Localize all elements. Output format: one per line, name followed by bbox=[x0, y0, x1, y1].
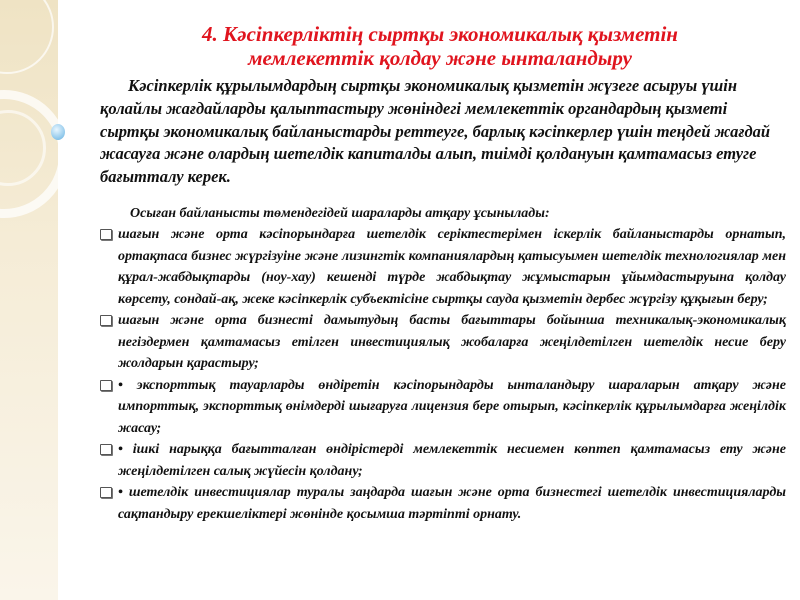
list-item-text: шағын және орта бизнесті дамытудың басты бағыттары бойынша техникалық-экономикалық негіздермен қамтамасыз етілген инвестициялық жобаларға жеңілдетілген шетелдік несие беру жолдарын қарастыру; bbox=[118, 313, 786, 371]
list-item bbox=[100, 224, 786, 310]
measures-list bbox=[100, 224, 786, 525]
slide-title bbox=[120, 22, 760, 70]
checkbox-bullet-icon bbox=[100, 315, 112, 326]
list-item-text: • шетелдік инвестициялар туралы заңдарда шағын және орта бизнестегі шетелдік инвестицияларды сақтандыру ерекшеліктері жөнінде қосымша тәртіпті орнату. bbox=[118, 485, 786, 522]
list-item bbox=[100, 375, 786, 440]
list-item-text: • экспорттық тауарларды өндіретін кәсіпорындарды ынталандыру шараларын атқару және импорттық, экспорттық өнімдерді шығаруға лицензия бере отырып, кәсіпкерлік құрылымдарға жеңілдік жасау; bbox=[118, 377, 786, 436]
list-item-text: • ішкі нарыққа бағытталған өндірістерді мемлекеттік несиемен көптеп қамтамасыз ету және жеңілдетілген салық жүйесін қолдану; bbox=[118, 442, 786, 479]
intro-paragraph: Кәсіпкерлік құрылымдардың сыртқы экономикалық қызметін жүзеге асыруы үшін қолайлы жағдайларды қалыптастыру жөніндегі мемлекеттік органдардың қызметі сыртқы экономикалық байланыстарды реттеуге, барлық кәсіпкерлер үшін теңдей жағдай жасауға және олардың шетелдік капиталды алып, тиімді қолдануын қамтамасыз етуге бағытталу керек. bbox=[100, 76, 771, 187]
checkbox-bullet-icon bbox=[100, 229, 112, 240]
title-line: мемлекеттік қолдау және ынталандыру bbox=[248, 46, 632, 70]
checkbox-bullet-icon bbox=[100, 487, 112, 498]
decorative-bead-icon bbox=[51, 124, 65, 140]
title-line: 4. Кәсіпкерліктің сыртқы экономикалық қызметін bbox=[202, 22, 678, 46]
list-item bbox=[100, 482, 786, 525]
list-item bbox=[100, 310, 786, 375]
checkbox-bullet-icon bbox=[100, 444, 112, 455]
list-item-text: шағын және орта кәсіпорындарға шетелдік серіктестерімен іскерлік байланыстарды орнатып, ортақтаса бизнес жүргізуіне және лизингтік компаниялардың қатысуымен шетелдік технологиялар мен құрал-жабдықтарды (ноу-хау) кешенді түрде жабдықтау жұмыстарын ұйымдастыруына қолдау көрсету, сондай-ақ, жеке кәсіпкерлік субъектісіне сыртқы сауда қызметін дербес жүргізу құқығын беру; bbox=[118, 227, 786, 307]
checkbox-bullet-icon bbox=[100, 380, 112, 391]
list-item bbox=[100, 439, 786, 482]
decorative-side-strip bbox=[0, 0, 58, 600]
lead-sentence: Осыған байланысты төмендегідей шараларды атқару ұсынылады: bbox=[130, 206, 550, 221]
decorative-arc bbox=[0, 0, 54, 74]
